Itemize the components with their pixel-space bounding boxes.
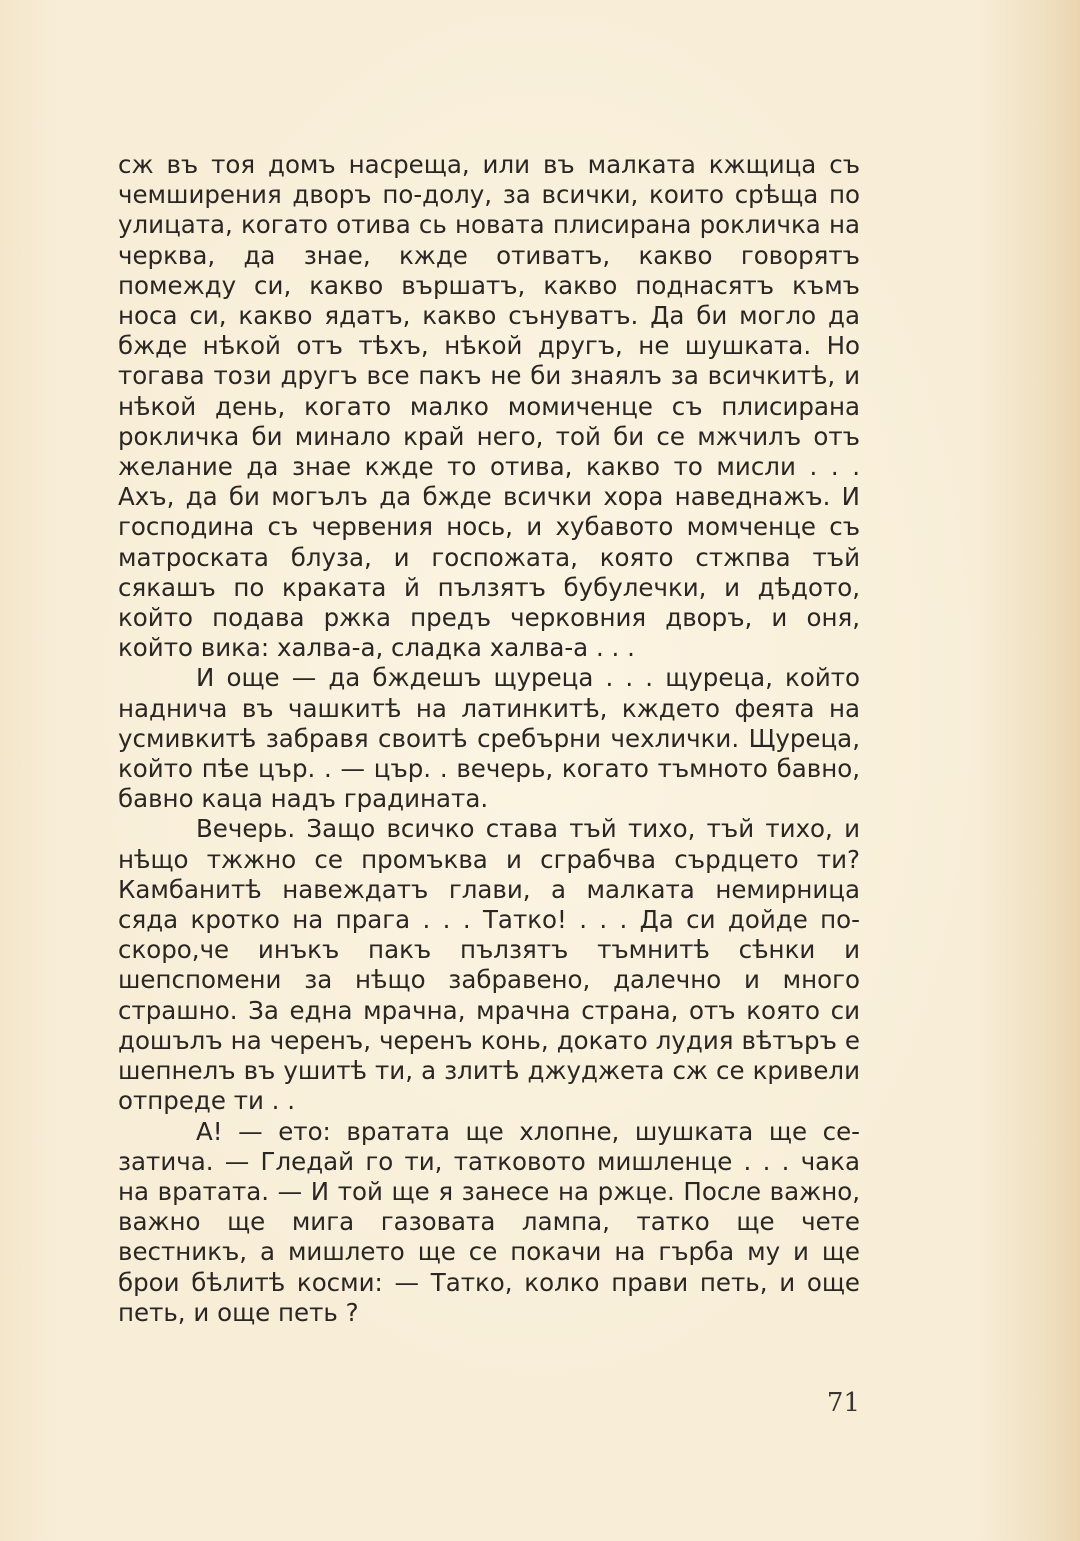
paragraph-2: И още — да бждешъ щуреца . . . щуреца, който надничa въ чашкитѣ на латинкитѣ, кждето феята на усмивкитѣ забравя своитѣ сребърни чехлички. Щуреца, който пѣе цър. . — цър. . вечерь, когато тъмното бавно, бавно каца надъ градината. <box>118 663 860 814</box>
page-number: 71 <box>826 1388 860 1418</box>
body-text <box>118 150 860 1328</box>
paragraph-3: Вечерь. Защо всичко става тъй тихо, тъй тихо, и нѣщо тжжно се промъква и сграбчва сърдцето ти? Камбанитѣ навеждатъ глави, а малката немирница сяда кротко на прага . . . Татко! . . . Да си дойде по-скоро,че инъкъ пакъ пълзятъ тъмнитѣ сѣнки и шепспомени за нѣщо забравено, далечно и много страшно. За една мрачна, мрачна страна, отъ която си дошълъ на черенъ, черенъ конь, докато лудия вѣтъръ е шепнелъ въ ушитѣ ти, а злитѣ джуджета сж се кривели отпреде ти . . <box>118 814 860 1116</box>
paragraph-1: сж въ тоя домъ насреща, или въ малката кжщица съ чемширения дворъ по-долу, за всички, които срѣща по улицата, когато отива сь новата плисирана рокличка на черква, да знае, кжде отиватъ, какво говорятъ помежду си, какво вършатъ, какво поднасятъ къмъ носа си, какво ядатъ, какво сънуватъ. Да би могло да бжде нѣкой отъ тѣхъ, нѣкой другъ, не шушката. Но тогава този другъ все пакъ не би знаялъ за всичкитѣ, и нѣкой день, когато малко момиченце съ плисирана рокличка би минало край него, той би се мжчилъ отъ желание да знае кжде то отива, какво то мисли . . . Ахъ, да би могълъ да бжде всички хора наведнажъ. И господина съ червения нось, и хубавото момченце съ матроската блуза, и госпожата, която стжпва тъй сякашъ по краката й пълзятъ бубулечки, и дѣдото, който подава ржка предъ черковния дворъ, и оня, който вика: халва-а, сладка халва-а . . . <box>118 150 860 663</box>
paragraph-4: А! — ето: вратата ще хлопне, шушката ще се-затичa. — Гледай го ти, татковото мишленце . . . чака на вратата. — И той ще я занесе на ржце. После важно, важно ще мига газовата лампа, татко ще чете вестникъ, а мишлето ще се покачи на гърба му и ще брои бѣлитѣ косми: — Татко, колко прави петь, и още петь, и още петь ? <box>118 1116 860 1327</box>
